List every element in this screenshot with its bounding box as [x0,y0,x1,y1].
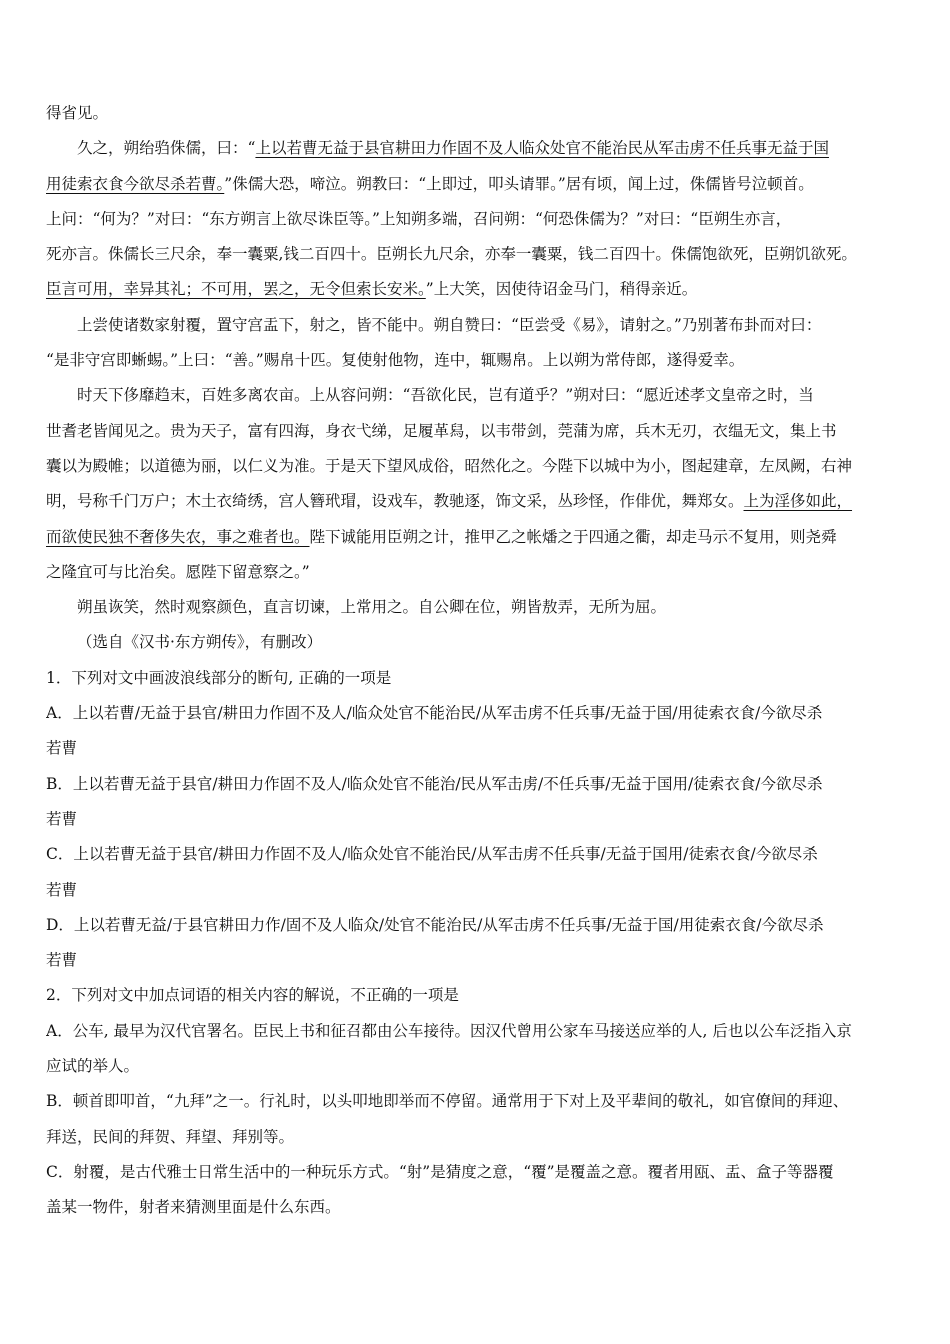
q1-option-a: A．上以若曹/无益于县官/耕田力作固不及人/临众处官不能治民/从军击虏不任兵事/无益于国/用徒索衣食/今欲尽杀 [46,704,823,723]
q2-option-a-cont: 应试的举人。 [46,1057,140,1076]
underlined-sentence: 臣言可用，幸异其礼；不可用，罢之，无令但索长安米。 [46,280,426,299]
question-2-stem: 2．下列对文中加点词语的相关内容的解说，不正确的一项是 [46,986,459,1005]
q1-option-c-cont: 若曹 [46,880,78,899]
passage-line: 臣言可用，幸异其礼；不可用，罢之，无令但索长安米。”上大笑，因使待诏金马门，稍得亲近。 [46,280,698,299]
passage-line: 得省见。 [46,104,109,122]
passage-line: 而欲使民独不奢侈失农，事之难者也。陛下诚能用臣朔之计，推甲乙之帐燔之于四通之衢，却走马示不复用，则尧舜 [46,527,837,546]
passage-line: 囊以为殿帷；以道德为丽，以仁义为准。于是天下望风成俗，昭然化之。今陛下以城中为小，图起建章，左凤阙，右神 [46,456,853,475]
passage-source: （选自《汉书·东方朔传》，有删改） [77,633,323,652]
passage-line: 朔虽诙笑，然时观察颜色，直言切谏，上常用之。自公卿在位，朔皆敖弄，无所为屈。 [77,598,667,617]
passage-line: 上尝使诸数家射覆，置守宫盂下，射之，皆不能中。朔自赞曰：“臣尝受《易》，请射之。”乃别著布卦而对曰： [77,315,822,334]
q1-option-c: C．上以若曹无益于县官/耕田力作固不及人/临众处官不能治民/从军击虏不任兵事/无益于国用/徒索衣食/今欲尽杀 [46,845,818,864]
q2-option-b-cont: 拜送，民间的拜贺、拜望、拜别等。 [46,1127,295,1146]
passage-line: “是非守宫即蜥蜴。”上曰：“善。”赐帛十匹。复使射他物，连中，辄赐帛。上以朔为常侍郎，遂得爱幸。 [46,351,745,370]
q1-option-a-cont: 若曹 [46,739,78,758]
passage-line: 死亦言。侏儒长三尺余，奉一囊粟,钱二百四十。臣朔长九尺余，亦奉一囊粟，钱二百四十。侏儒饱欲死，臣朔饥欲死。 [46,245,857,264]
q2-option-a: A．公车, 最早为汉代官署名。臣民上书和征召都由公车接待。因汉代曾用公家车马接送应举的人, 后也以公车泛指入京 [46,1021,852,1040]
passage-line: 之隆宜可与比治矣。愿陛下留意察之。” [46,562,310,581]
passage-line: 用徒索衣食今欲尽杀若曹。”侏儒大恐，啼泣。朔教曰：“上即过，叩头请罪。”居有顷，闻上过，侏儒皆号泣顿首。 [46,174,814,193]
q2-option-c: C．射覆，是古代雅士日常生活中的一种玩乐方式。“射”是猜度之意，“覆”是覆盖之意。覆者用瓯、盂、盒子等器覆 [46,1162,834,1181]
passage-line: 明，号称千门万户；木土衣绮绣，宫人簪玳瑁，设戏车，教驰逐，饰文采，丛珍怪，作俳优，舞郑女。上为淫侈如此， [46,492,853,511]
passage-line: 世耆老皆闻见之。贵为天子，富有四海，身衣弋绨，足履革舄，以韦带剑，莞蒲为席，兵木无刃，衣缊无文，集上书 [46,421,837,440]
passage-line: 久之，朔绐驺侏儒，曰：“上以若曹无益于县官耕田力作固不及人临众处官不能治民从军击虏不任兵事无益于国 [77,139,829,158]
underlined-sentence: 上为淫侈如此， [743,492,853,511]
underlined-sentence: 而欲使民独不奢侈失农，事之难者也。 [46,527,310,546]
wavy-underlined-text: 上以若曹无益于县官耕田力作固不及人临众处官不能治民从军击虏不任兵事无益于国 [255,139,829,158]
q1-option-b-cont: 若曹 [46,809,78,828]
question-1-stem: 1．下列对文中画波浪线部分的断句, 正确的一项是 [46,668,392,687]
q1-option-b: B．上以若曹无益于县官/耕田力作固不及人/临众处官不能治/民从军击虏/不任兵事/无益于国用/徒索衣食/今欲尽杀 [46,774,823,793]
q2-option-c-cont: 盖某一物件，射者来猜测里面是什么东西。 [46,1198,341,1217]
passage-line: 上问：“何为？”对曰：“东方朔言上欲尽诛臣等。”上知朔多端，召问朔：“何恐侏儒为？”对曰：“臣朔生亦言， [46,209,792,228]
q1-option-d-cont: 若曹 [46,951,78,970]
q1-option-d: D．上以若曹无益/于县官耕田力作/固不及人临众/处官不能治民/从军击虏不任兵事/无益于国/用徒索衣食/今欲尽杀 [46,915,824,934]
wavy-underlined-text: 用徒索衣食今欲尽杀若曹。 [46,174,225,193]
q2-option-b: B．顿首即叩首，“九拜”之一。行礼时，以头叩地即举而不停留。通常用于下对上及平辈间的敬礼，如官僚间的拜迎、 [46,1092,849,1111]
document-page [46,96,908,1226]
passage-line: 时天下侈靡趋末，百姓多离农亩。上从容问朔：“吾欲化民，岂有道乎？”朔对曰：“愿近述孝文皇帝之时，当 [77,386,814,405]
